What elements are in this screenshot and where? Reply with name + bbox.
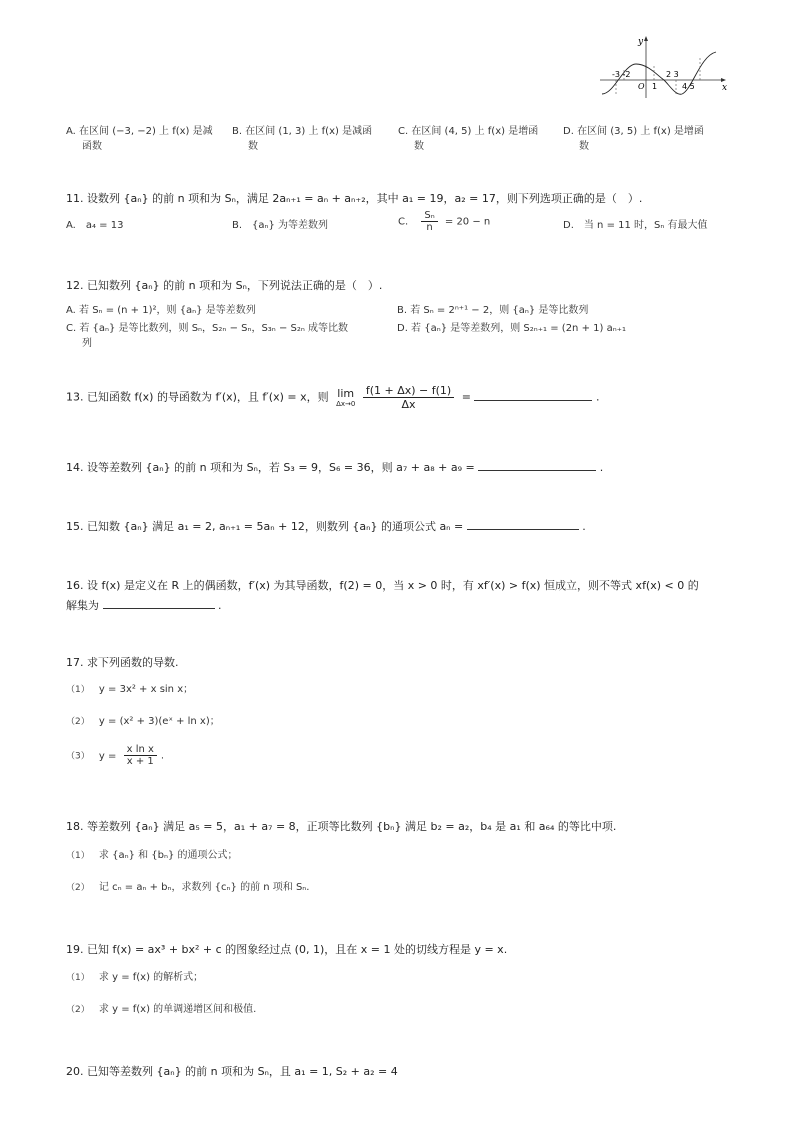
tick-label-one: 1 [652,82,658,91]
tick-labels-23: 2 3 [666,70,679,79]
tick-labels-45: 4 5 [682,82,695,91]
q11-stem: 11. 设数列 {aₙ} 的前 n 项和为 Sₙ，满足 2aₙ₊₁ = aₙ + aₙ₊₂，其中 a₁ = 19，a₂ = 17，则下列选项正确的是（ ）. [66,192,643,205]
q10-option-b: B. 在区间 (1, 3) 上 f(x) 是减函 数 [232,126,373,152]
q11-option-a: A. a₄ = 13 [66,220,124,231]
tick-labels-negative: -3 -2 [612,70,631,79]
q13-lim: lim [337,387,355,400]
q19-item-2: （2） 求 y = f(x) 的单调递增区间和极值. [66,1004,257,1015]
q19-stem: 19. 已知 f(x) = ax³ + bx² + c 的图象经过点 (0, 1)，且在 x = 1 处的切线方程是 y = x. [66,943,508,956]
q16-answer-blank[interactable] [103,598,215,609]
q10-option-a: A. 在区间 (−3, −2) 上 f(x) 是减 函数 [66,126,213,152]
y-label: y [638,37,644,47]
q10-option-d: D. 在区间 (3, 5) 上 f(x) 是增函 数 [563,126,704,152]
y-axis-arrow [644,36,648,41]
q19-item-1: （1） 求 y = f(x) 的解析式； [66,972,204,983]
q17-stem: 17. 求下列函数的导数. [66,656,179,669]
q17-3-denominator: x + 1 [126,756,154,767]
q18-item-1: （1） 求 {aₙ} 和 {bₙ} 的通项公式； [66,850,238,861]
q14-answer-blank[interactable] [478,460,596,471]
q15-answer-blank[interactable] [467,519,579,530]
x-label: x [722,83,728,93]
q11-c-denominator: n [426,222,433,233]
q13-denominator: Δx [401,398,416,411]
q16: 16. 设 f(x) 是定义在 R 上的偶函数，f′(x) 为其导函数，f(2) = 0，当 x > 0 时，有 xf′(x) > f(x) 恒成立，则不等式 xf(x) < 0 的 解集为 . [66,579,699,612]
q12-stem: 12. 已知数列 {aₙ} 的前 n 项和为 Sₙ，下列说法正确的是（ ）. [66,279,383,292]
x-axis-arrow [721,78,726,82]
q17-item-3: （3） y = $\frac{\text{x ln x}}{x + 1}$ . [66,744,165,767]
q10-option-c: C. 在区间 (4, 5) 上 f(x) 是增函 数 [398,126,539,152]
q11-option-b: B. {aₙ} 为等差数列 [232,220,329,231]
q12-option-c: C. 若 {aₙ} 是等比数列，则 Sₙ，S₂ₙ − Sₙ，S₃ₙ − S₂ₙ 成等比数 列 [66,323,349,349]
q15: 15. 已知数 {aₙ} 满足 a₁ = 2, aₙ₊₁ = 5aₙ + 12，则数列 {aₙ} 的通项公式 aₙ = . [66,520,586,533]
q17-3-numerator: x ln x [124,744,157,756]
q17-item-2: （2） y = (x² + 3)(eˣ + ln x)； [66,716,220,727]
q12-option-a: A. 若 Sₙ = (n + 1)²，则 {aₙ} 是等差数列 [66,305,256,316]
q12-option-d: D. 若 {aₙ} 是等差数列，则 S₂ₙ₊₁ = (2n + 1) aₙ₊₁ [397,323,626,334]
q11-option-d: D. 当 n = 11 时，Sₙ 有最大值 [563,220,708,231]
q12-option-b: B. 若 Sₙ = 2ⁿ⁺¹ − 2，则 {aₙ} 是等比数列 [397,305,589,316]
q13-lim-sub: Δx→0 [336,400,356,408]
q18-stem: 18. 等差数列 {aₙ} 满足 a₅ = 5，a₁ + a₇ = 8，正项等比数列 {bₙ} 满足 b₂ = a₂，b₄ 是 a₁ 和 a₆₄ 的等比中项. [66,820,617,833]
q13: 13. 已知函数 f(x) 的导函数为 f′(x)，且 f′(x) = x，则 lim Δx→0 $\frac{f(1 + \Delta x) - f(1)}{\Delta x}$ = . [66,384,600,411]
origin-label: O [638,82,645,91]
function-graph [596,34,730,100]
q13-answer-blank[interactable] [474,390,592,401]
q14: 14. 设等差数列 {aₙ} 的前 n 项和为 Sₙ，若 S₃ = 9，S₆ = 36，则 a₇ + a₈ + a₉ = . [66,461,604,474]
q13-numerator: f(1 + Δx) − f(1) [363,384,454,398]
q11-c-numerator: Sₙ [421,210,437,222]
q11-option-c: C. $\frac{\text{Sₙ}}{n}$ = 20 − n [398,210,491,233]
q20-stem: 20. 已知等差数列 {aₙ} 的前 n 项和为 Sₙ，且 a₁ = 1, S₂ + a₂ = 4 [66,1065,398,1078]
q18-item-2: （2） 记 cₙ = aₙ + bₙ，求数列 {cₙ} 的前 n 项和 Sₙ. [66,882,310,893]
q17-item-1: （1） y = 3x² + x sin x； [66,684,194,695]
